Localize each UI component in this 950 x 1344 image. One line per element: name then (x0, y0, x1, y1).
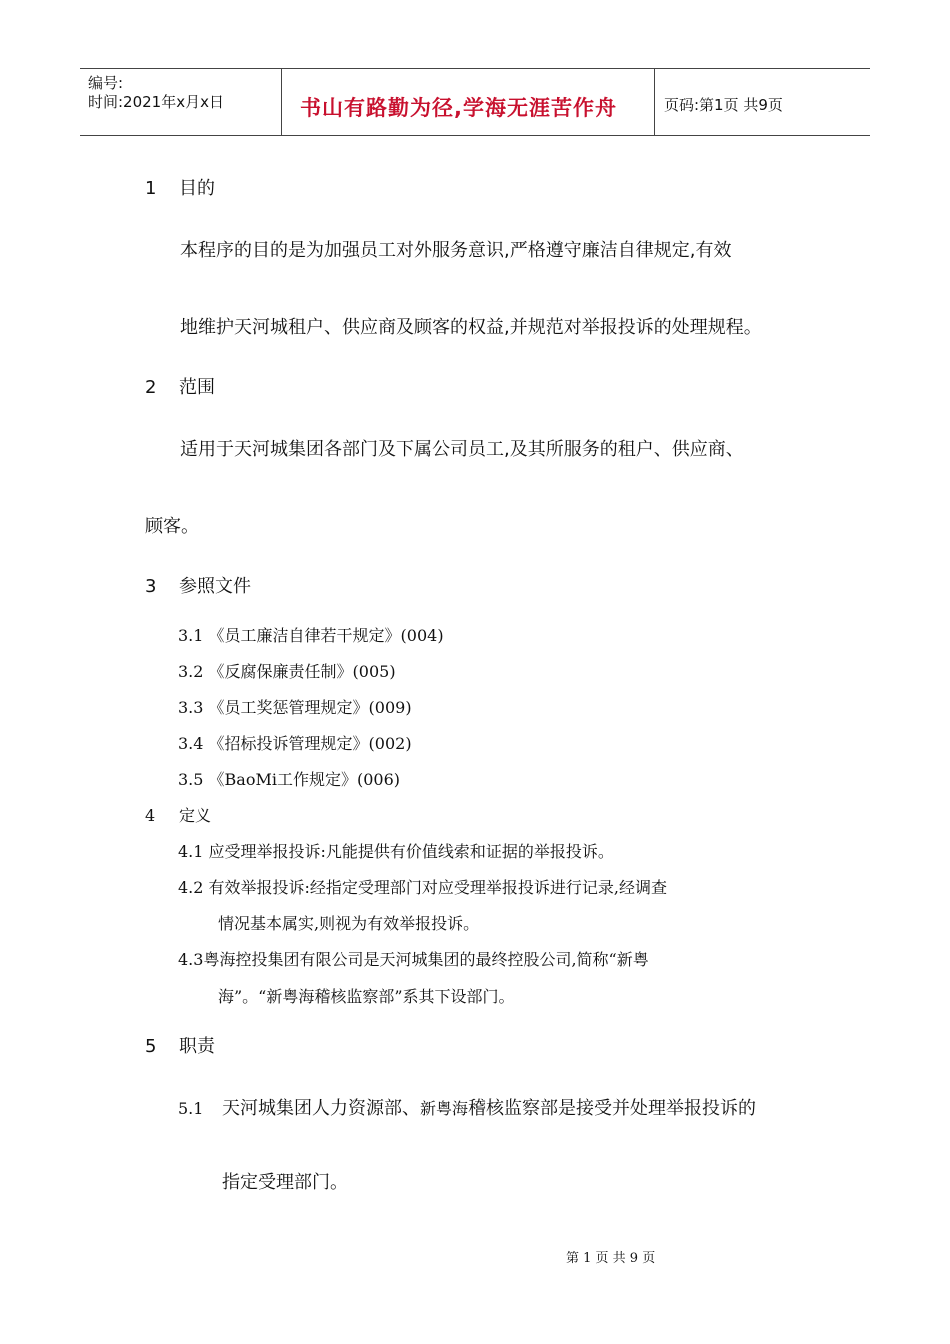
document-time-label: 时间:2021年x月x日 (88, 93, 224, 111)
responsibility-item-1-text-c: 稽核监察部是接受并处理举报投诉的 (468, 1098, 757, 1119)
header-motto: 书山有路勤为径,学海无涯苦作舟 (300, 96, 617, 120)
section-3-title: 参照文件 (179, 576, 251, 597)
header-divider-left (281, 68, 282, 136)
section-1-heading (145, 174, 215, 200)
section-2-paragraph-line-1: 适用于天河城集团各部门及下属公司员工,及其所服务的租户、供应商、 (180, 439, 744, 460)
header-top-rule (80, 68, 870, 69)
section-2-title: 范围 (179, 377, 215, 398)
header-page-label: 页码:第1页 共9页 (664, 96, 783, 114)
reference-item: 3.2 《反腐保廉责任制》(005) (178, 662, 396, 681)
header-divider-right (654, 68, 655, 136)
footer-page-number: 第 1 页 共 9 页 (566, 1251, 656, 1266)
reference-item: 3.5 《BaoMi工作规定》(006) (178, 770, 400, 789)
responsibility-item-1-line-1 (178, 1094, 756, 1120)
definition-item-3-line-2: 海”。“新粤海稽核监察部”系其下设部门。 (218, 987, 515, 1006)
definition-item-3-line-1: 4.3粤海控投集团有限公司是天河城集团的最终控股公司,简称“新粤 (178, 950, 649, 969)
section-3-heading (145, 572, 251, 598)
section-1-paragraph-line-2: 地维护天河城租户、供应商及顾客的权益,并规范对举报投诉的处理规程。 (180, 317, 762, 338)
header-bottom-rule (80, 135, 870, 136)
section-4-heading (145, 803, 211, 826)
responsibility-item-1-text-b: 新粤海 (420, 1099, 469, 1118)
reference-item: 3.4 《招标投诉管理规定》(002) (178, 734, 412, 753)
section-2-number: 2 (145, 377, 157, 398)
definition-item-2-line-1: 4.2 有效举报投诉:经指定受理部门对应受理举报投诉进行记录,经调查 (178, 878, 668, 897)
section-3-number: 3 (145, 576, 157, 597)
section-2-paragraph-line-2: 顾客。 (145, 516, 199, 537)
section-1-title: 目的 (179, 178, 215, 199)
section-5-heading (145, 1032, 215, 1058)
section-1-number: 1 (145, 178, 157, 199)
section-5-number: 5 (145, 1036, 157, 1057)
section-2-heading (145, 373, 215, 399)
reference-item: 3.1 《员工廉洁自律若干规定》(004) (178, 626, 444, 645)
section-5-title: 职责 (179, 1036, 215, 1057)
reference-item: 3.3 《员工奖惩管理规定》(009) (178, 698, 412, 717)
section-1-paragraph-line-1: 本程序的目的是为加强员工对外服务意识,严格遵守廉洁自律规定,有效 (180, 240, 732, 261)
responsibility-item-1-text-a: 天河城集团人力资源部、 (222, 1098, 420, 1119)
section-4-number: 4 (145, 806, 156, 825)
document-number-label: 编号: (88, 74, 124, 92)
definition-item-1: 4.1 应受理举报投诉:凡能提供有价值线索和证据的举报投诉。 (178, 842, 614, 861)
responsibility-item-1-line-2: 指定受理部门。 (222, 1172, 348, 1193)
definition-item-2-line-2: 情况基本属实,则视为有效举报投诉。 (218, 914, 480, 933)
section-4-title: 定义 (179, 806, 212, 825)
responsibility-item-1-number: 5.1 (178, 1099, 204, 1118)
